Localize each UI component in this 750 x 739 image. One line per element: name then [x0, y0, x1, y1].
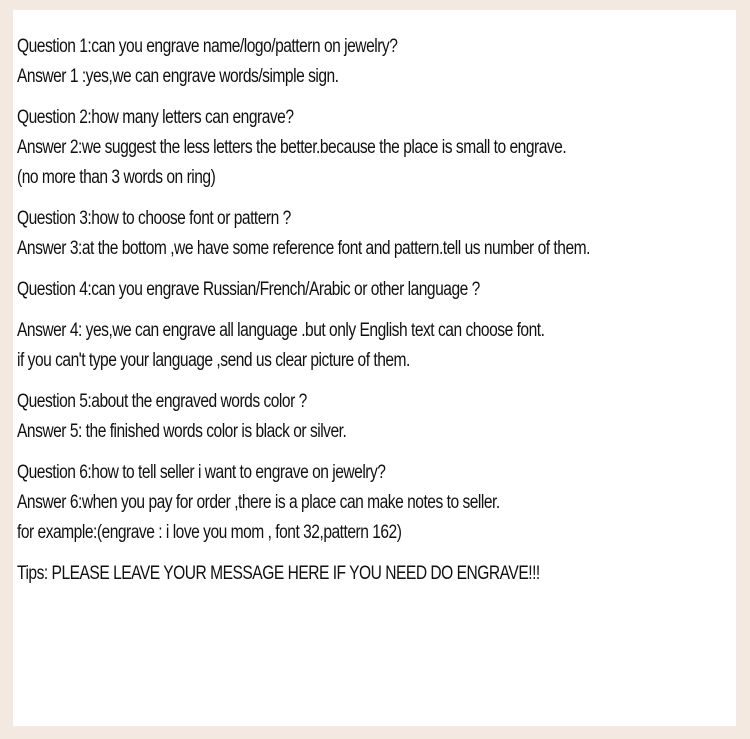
answer-1: Answer 1 :yes,we can engrave words/simple sign. [17, 66, 339, 87]
answer-2-note: (no more than 3 words on ring) [17, 167, 216, 188]
question-4: Question 4:can you engrave Russian/French/Arabic or other language ? [17, 279, 480, 300]
answer-3: Answer 3:at the bottom ,we have some reference font and pattern.tell us number of them. [17, 238, 590, 259]
answer-4-note: if you can't type your language ,send us clear picture of them. [17, 350, 410, 371]
answer-6: Answer 6:when you pay for order ,there is a place can make notes to seller. [17, 492, 500, 513]
faq-block-4 [17, 275, 736, 305]
question-1: Question 1:can you engrave name/logo/pattern on jewelry? [17, 36, 398, 57]
faq-block-4-answer [17, 316, 736, 376]
tips-block [17, 559, 736, 589]
faq-block-5 [17, 387, 736, 447]
answer-6-example: for example:(engrave : i love you mom , font 32,pattern 162) [17, 522, 402, 543]
answer-4: Answer 4: yes,we can engrave all language .but only English text can choose font. [17, 320, 545, 341]
question-5: Question 5:about the engraved words color ? [17, 391, 307, 412]
faq-block-3 [17, 204, 736, 264]
faq-block-2 [17, 103, 736, 193]
faq-block-6 [17, 458, 736, 548]
question-2: Question 2:how many letters can engrave? [17, 107, 294, 128]
answer-5: Answer 5: the finished words color is black or silver. [17, 421, 347, 442]
question-6: Question 6:how to tell seller i want to engrave on jewelry? [17, 462, 386, 483]
question-3: Question 3:how to choose font or pattern ? [17, 208, 291, 229]
faq-card [13, 10, 736, 726]
tips-text: Tips: PLEASE LEAVE YOUR MESSAGE HERE IF YOU NEED DO ENGRAVE!!! [17, 563, 540, 584]
faq-block-1 [17, 32, 736, 92]
answer-2: Answer 2:we suggest the less letters the better.because the place is small to engrave. [17, 137, 567, 158]
